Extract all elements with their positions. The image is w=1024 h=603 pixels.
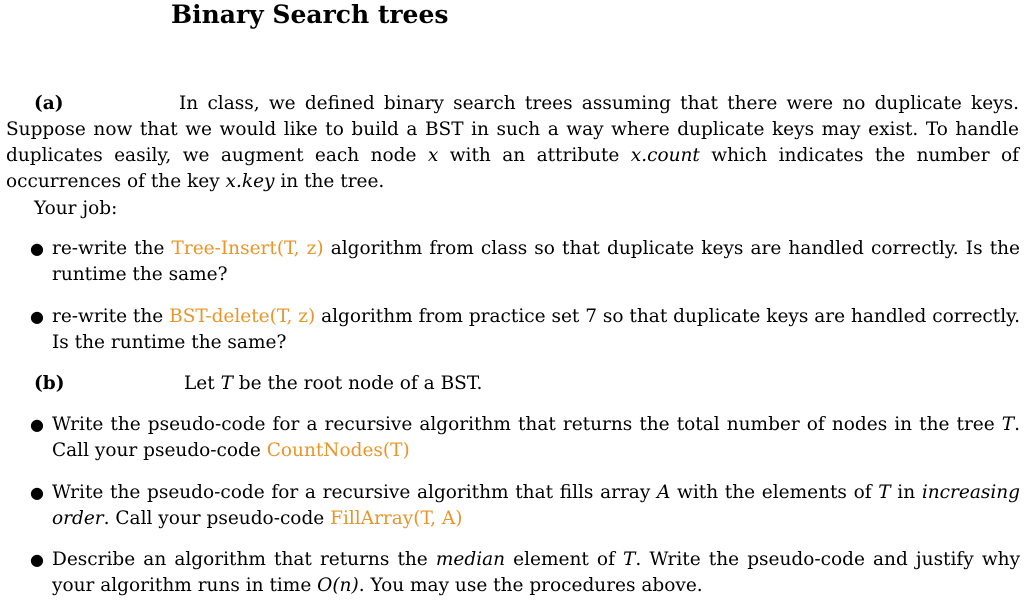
bullet-dot: ● xyxy=(30,307,44,326)
part-a-intro xyxy=(6,91,1019,195)
count-nodes-link[interactable]: CountNodes(T) xyxy=(266,440,410,461)
part-a-intro-text-3: which indicates the number of occurrences of the key xyxy=(6,145,1019,192)
page-title: Binary Search trees xyxy=(171,0,449,29)
list-item xyxy=(30,304,1020,356)
emphasis-increasing-order: increasing order xyxy=(52,482,1021,529)
bullet-text: . Call your pseudo-code xyxy=(52,414,1020,461)
bst-delete-link[interactable]: BST-delete(T, z) xyxy=(169,306,316,327)
list-item xyxy=(30,236,1020,288)
part-a-intro-text-4: in the tree. xyxy=(274,171,385,192)
part-b-intro-text: be the root node of a BST. xyxy=(232,373,483,394)
bullet-text: algorithm from class so that duplicate keys are handled correctly. Is the runtime the same? xyxy=(52,238,1020,285)
emphasis-median: median xyxy=(435,549,506,570)
bullet-text: Describe an algorithm that returns the xyxy=(52,549,436,570)
fill-array-link[interactable]: FillArray(T, A) xyxy=(330,508,463,529)
bullet-text: algorithm from practice set 7 so that duplicate keys are handled correctly. Is the runtime the same? xyxy=(52,306,1020,353)
part-a-intro-text-2: with an attribute xyxy=(438,145,631,166)
bullet-text: . Write the pseudo-code and justify why your algorithm runs in time xyxy=(52,549,1021,596)
attr-count: x.count xyxy=(630,145,700,166)
part-b-label: (b) xyxy=(34,373,65,394)
list-item xyxy=(30,547,1020,599)
part-b-intro-text: Let xyxy=(184,373,221,394)
bullet-dot: ● xyxy=(30,483,44,502)
bullet-text: Write the pseudo-code for a recursive algorithm that returns the total number of nodes in the tree xyxy=(52,414,1002,435)
bullet-text: re-write the xyxy=(52,238,172,259)
part-a-intro-text-1: In class, we defined binary search trees assuming that there were no duplicate keys. Suppose now that we would like to build a BST in such a way where duplicate keys may exist. To handle duplicates easily, we augment each node xyxy=(6,93,1019,166)
your-job-label: Your job: xyxy=(34,198,118,219)
var-t: T xyxy=(220,373,233,394)
bullet-dot: ● xyxy=(30,415,44,434)
bullet-dot: ● xyxy=(30,239,44,258)
bullet-text: . You may use the procedures above. xyxy=(358,575,703,596)
attr-key: x.key xyxy=(225,171,275,192)
bullet-text: with the elements of xyxy=(670,482,879,503)
bullet-dot: ● xyxy=(30,550,44,569)
var-x: x xyxy=(427,145,439,166)
var-t: T xyxy=(1001,414,1015,435)
bullet-text: Write the pseudo-code for a recursive algorithm that fills array xyxy=(52,482,657,503)
var-a: A xyxy=(656,482,671,503)
part-b-intro xyxy=(34,371,482,397)
list-item xyxy=(30,412,1020,464)
bullet-text: element of xyxy=(505,549,624,570)
tree-insert-link[interactable]: Tree-Insert(T, z) xyxy=(171,238,324,259)
complexity: O(n) xyxy=(317,575,359,596)
bullet-text: . Call your pseudo-code xyxy=(103,508,331,529)
bullet-text: in xyxy=(890,482,922,503)
var-t: T xyxy=(878,482,891,503)
list-item xyxy=(30,480,1020,532)
var-t: T xyxy=(623,549,636,570)
bullet-text: re-write the xyxy=(52,306,170,327)
part-a-label: (a) xyxy=(34,93,64,114)
